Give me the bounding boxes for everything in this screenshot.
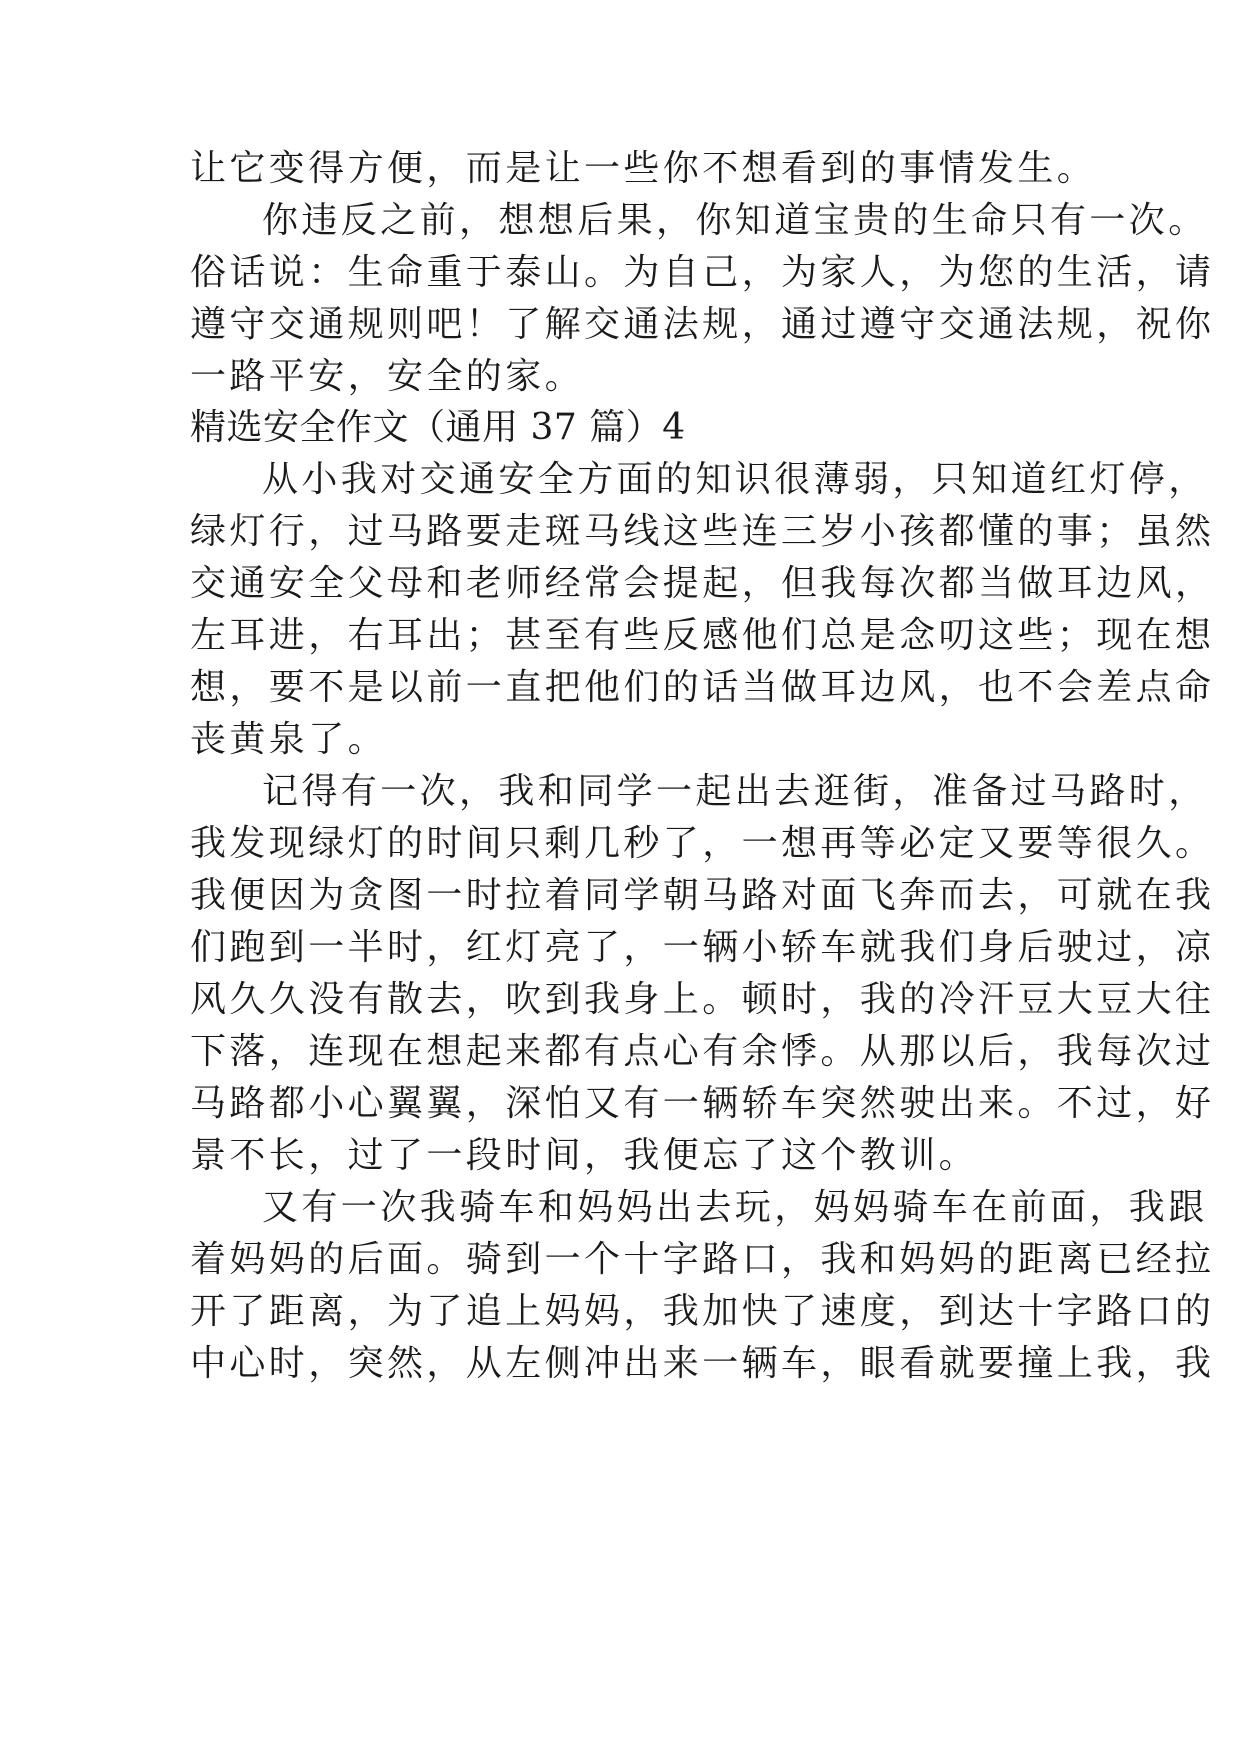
text-line: 交通安全父母和老师经常会提起，但我每次都当做耳边风， (190, 563, 1215, 604)
text-line: 丧黄泉了。 (190, 719, 388, 760)
paragraph-first-line: 记得有一次，我和同学一起出去逛街，准备过马路时， (262, 771, 1208, 812)
text-line: 左耳进，右耳出；甚至有些反感他们总是念叨这些；现在想 (190, 615, 1215, 656)
text-line: 们跑到一半时，红灯亮了，一辆小轿车就我们身后驶过，凉 (190, 927, 1215, 968)
text-line: 想，要不是以前一直把他们的话当做耳边风，也不会差点命 (190, 667, 1215, 708)
text-line: 马路都小心翼翼，深怕又有一辆轿车突然驶出来。不过，好 (190, 1083, 1215, 1124)
paragraph-first-line: 又有一次我骑车和妈妈出去玩，妈妈骑车在前面，我跟 (262, 1187, 1208, 1228)
paragraph-first-line: 你违反之前，想想后果，你知道宝贵的生命只有一次。 (262, 200, 1208, 241)
text-line: 一路平安，安全的家。 (190, 356, 585, 397)
section-heading: 精选安全作文（通用 37 篇）4 (190, 407, 686, 448)
text-line: 让它变得方便，而是让一些你不想看到的事情发生。 (190, 148, 1097, 189)
text-line: 着妈妈的后面。骑到一个十字路口，我和妈妈的距离已经拉 (190, 1239, 1215, 1280)
text-line: 我发现绿灯的时间只剩几秒了，一想再等必定又要等很久。 (190, 823, 1215, 864)
text-line: 中心时，突然，从左侧冲出来一辆车，眼看就要撞上我，我 (190, 1343, 1215, 1384)
text-line: 风久久没有散去，吹到我身上。顿时，我的冷汗豆大豆大往 (190, 979, 1215, 1020)
text-line: 绿灯行，过马路要走斑马线这些连三岁小孩都懂的事；虽然 (190, 511, 1215, 552)
text-line: 开了距离，为了追上妈妈，我加快了速度，到达十字路口的 (190, 1291, 1215, 1332)
text-line: 我便因为贪图一时拉着同学朝马路对面飞奔而去，可就在我 (190, 875, 1215, 916)
text-line: 遵守交通规则吧！了解交通法规，通过遵守交通法规，祝你 (190, 304, 1215, 345)
text-line: 景不长，过了一段时间，我便忘了这个教训。 (190, 1135, 979, 1176)
text-line: 下落，连现在想起来都有点心有余悸。从那以后，我每次过 (190, 1031, 1215, 1072)
paragraph-first-line: 从小我对交通安全方面的知识很薄弱，只知道红灯停， (262, 459, 1208, 500)
text-line: 俗话说：生命重于泰山。为自己，为家人，为您的生活，请 (190, 252, 1215, 293)
